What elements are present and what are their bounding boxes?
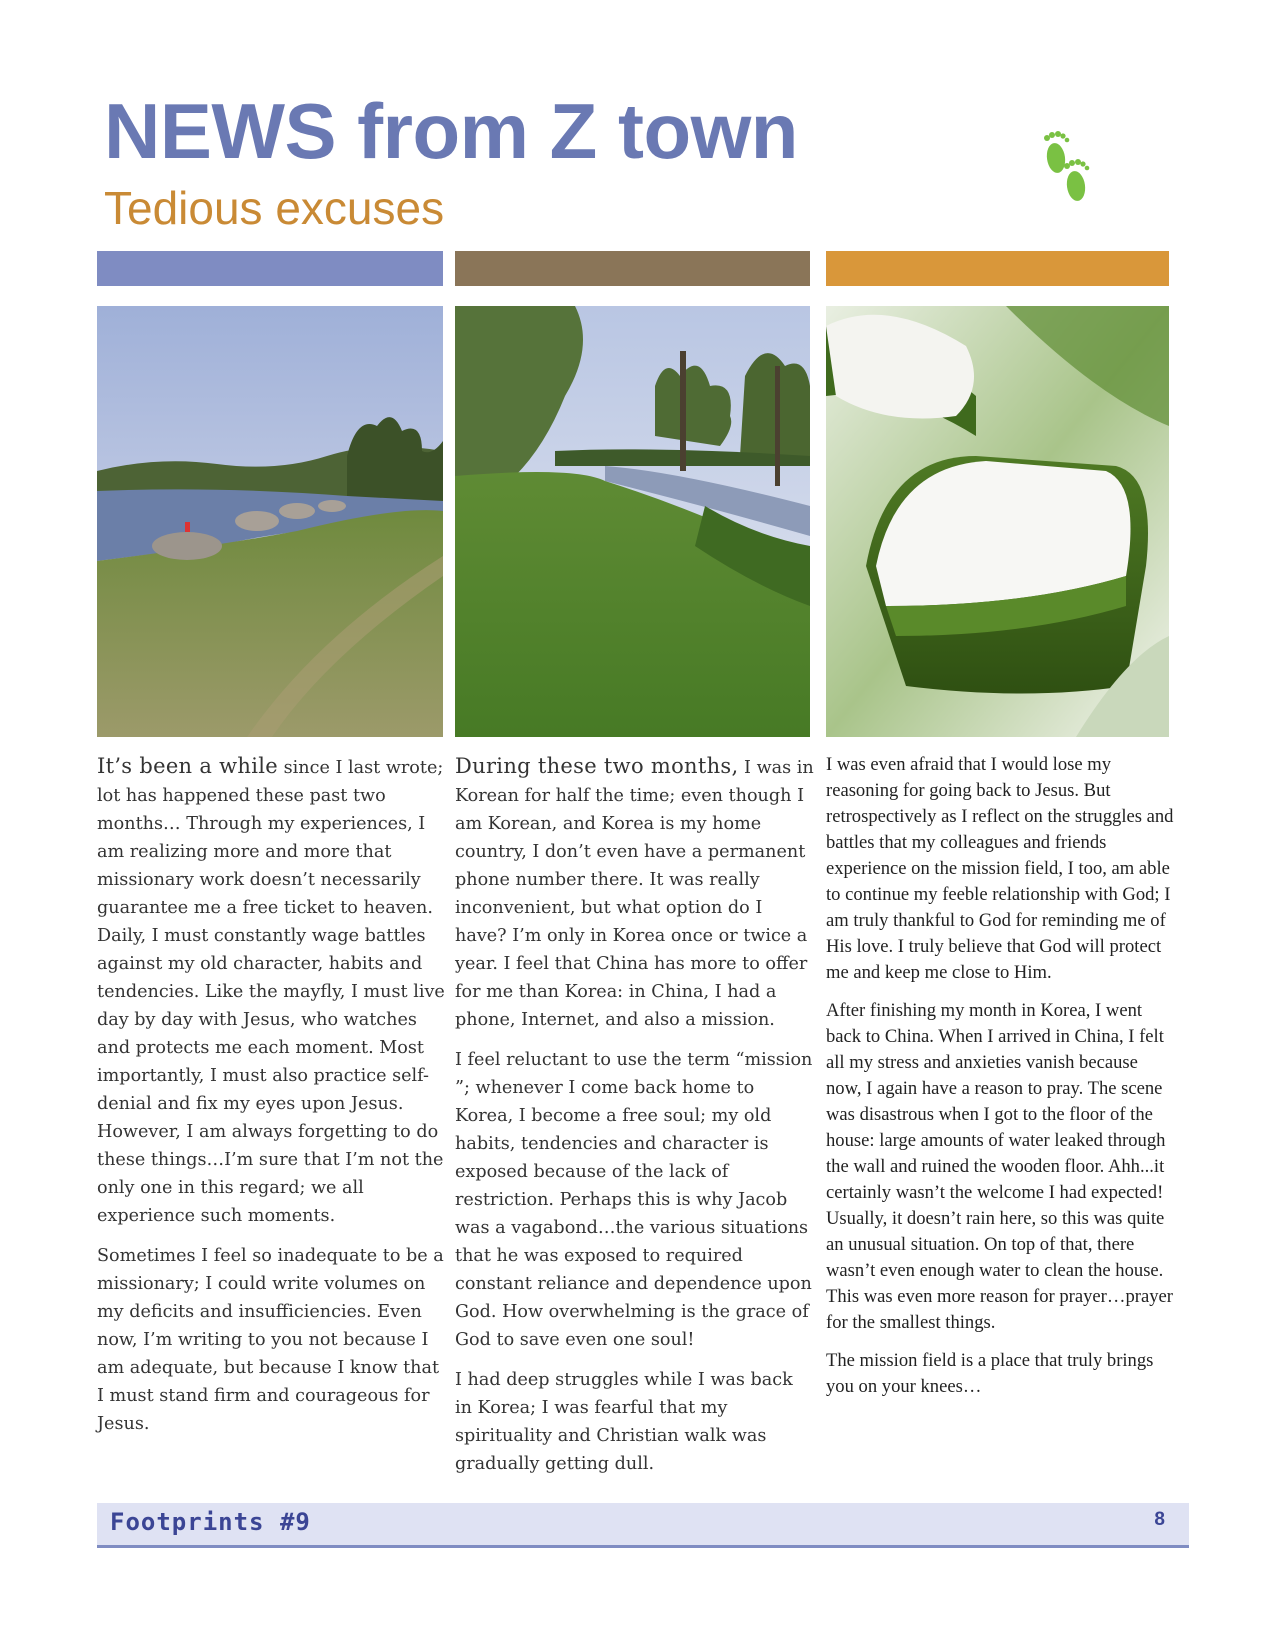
paragraph: I feel reluctant to use the term “mission ”; whenever I come back home to Korea, I become a free soul; my old habits, tendencies and character is exposed because of the lack of restriction. Perhaps this is why Jacob was a vagabond…the various situations that he was exposed to required constant reliance and dependence upon God. How overwhelming is the grace of God to save even one soul! <box>455 1050 813 1350</box>
article-column-2 <box>455 752 815 1490</box>
color-bar-brown <box>455 251 810 286</box>
page-number: 8 <box>1154 1509 1165 1530</box>
paragraph <box>455 752 815 1034</box>
page-title: NEWS from Z town <box>104 87 798 175</box>
photo-stream-slope <box>455 306 810 737</box>
photo-rice-cake <box>826 306 1169 737</box>
footprints-icon <box>1040 128 1096 214</box>
color-bar-orange <box>826 251 1169 286</box>
article-column-1 <box>97 752 447 1450</box>
footer-rule <box>97 1545 1189 1548</box>
lead-in: It’s been a while <box>97 754 279 778</box>
paragraph: After finishing my month in Korea, I went back to China. When I arrived in China, I felt all my stress and anxieties vanish because now, I again have a reason to pray. The scene was disastrous when I got to the floor of the house: large amounts of water leaked through the wall and ruined the wooden floor. Ahh...it certainly wasn’t the welcome I had expected! Usually, it doesn’t rain here, so this was quite an unusual situation. On top of that, there wasn’t even enough water to clean the house. This was even more reason for prayer…prayer for the smallest things. <box>826 1000 1173 1333</box>
paragraph-text: since I last wrote; lot has happened these past two months… Through my experiences, I am realizing more and more that missionary work doesn’t necessarily guarantee me a free ticket to heaven. Daily, I must constantly wage battles against my old character, habits and tendencies. Like the mayfly, I must live day by day with Jesus, who watches and protects me each moment. Most importantly, I must also practice self-denial and fix my eyes upon Jesus. However, I am always forgetting to do these things…I’m sure that I’m not the only one in this regard; we all experience such moments. <box>97 758 445 1226</box>
publication-name: Footprints #9 <box>110 1508 311 1536</box>
lead-in: During these two months, <box>455 754 739 778</box>
photo-riverbank-rocks <box>97 306 443 737</box>
paragraph: I had deep struggles while I was back in Korea; I was fearful that my spirituality and Christian walk was gradually getting dull. <box>455 1370 793 1474</box>
paragraph <box>97 752 447 1230</box>
paragraph: I was even afraid that I would lose my reasoning for going back to Jesus. But retrospectively as I reflect on the struggles and battles that my colleagues and friends experience on the mission field, I too, am able to continue my feeble relationship with God; I am truly thankful to God for reminding me of His love. I truly believe that God will protect me and keep me close to Him. <box>826 754 1174 983</box>
article-column-3 <box>826 752 1176 1412</box>
color-bar-blue <box>97 251 443 286</box>
paragraph: The mission field is a place that truly brings you on your knees… <box>826 1350 1154 1397</box>
article-subtitle: Tedious excuses <box>104 182 445 234</box>
paragraph: Sometimes I feel so inadequate to be a missionary; I could write volumes on my deficits and insufficiencies. Even now, I’m writing to you not because I am adequate, but because I know that I must stand firm and courageous for Jesus. <box>97 1246 444 1434</box>
paragraph-text: I was in Korean for half the time; even though I am Korean, and Korea is my home country, I don’t even have a permanent phone number there. It was really inconvenient, but what option do I have? I’m only in Korea once or twice a year. I feel that China has more to offer for me than Korea: in China, I had a phone, Internet, and also a mission. <box>455 758 814 1030</box>
